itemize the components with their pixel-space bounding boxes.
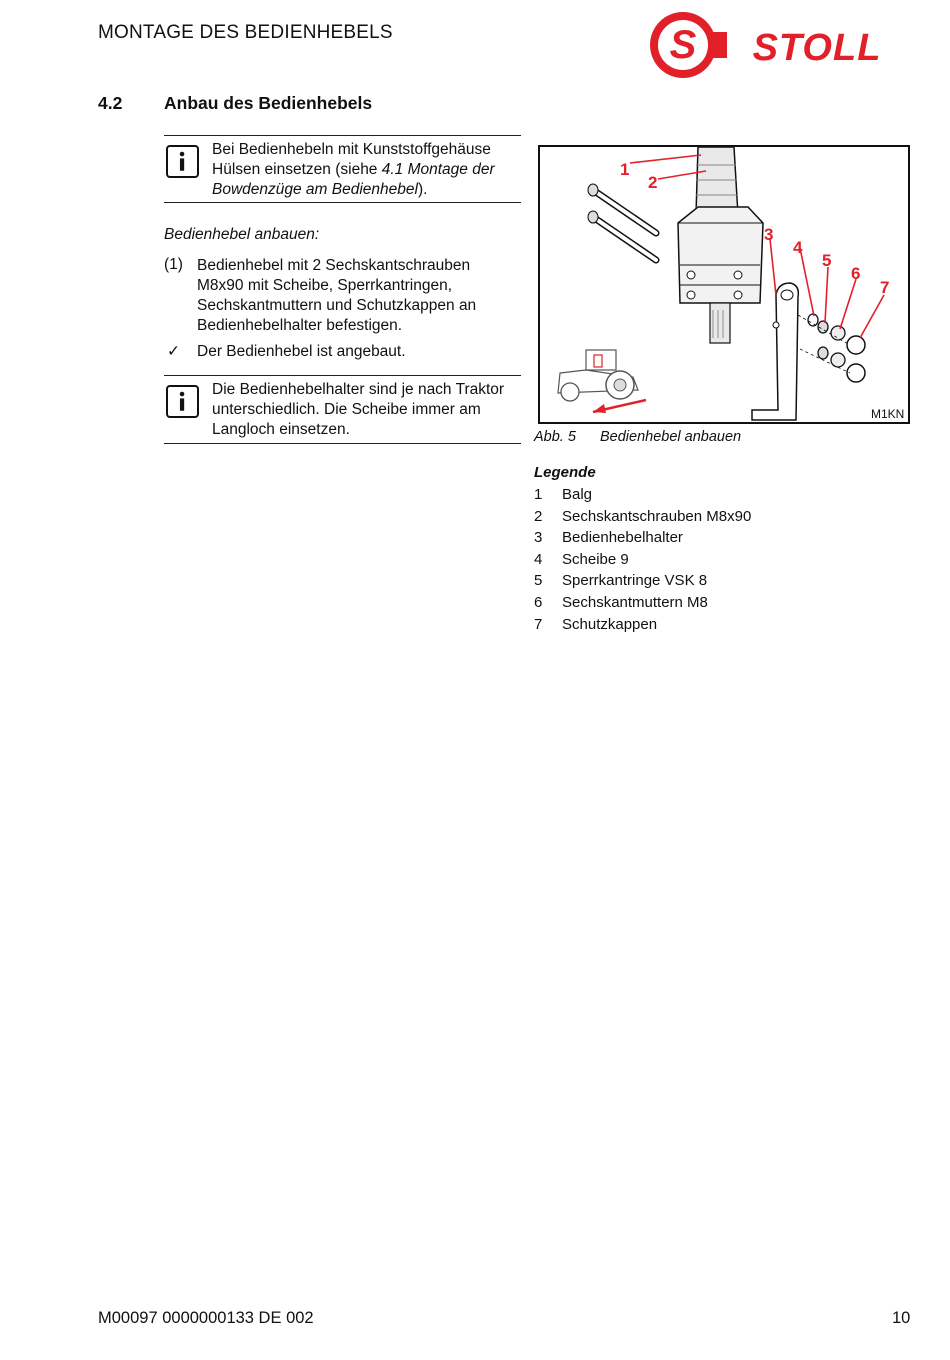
legend-num: 1 <box>534 486 543 503</box>
figure-label: Abb. 5 <box>534 429 576 445</box>
callout-3: 3 <box>764 225 774 244</box>
step-text: Bedienhebel mit 2 Sechskantschrauben M8x90 mit Scheibe, Sperrkantringen, Sechskantmuttern und Schutzkappen an Bedienhebelhalter befestigen. <box>197 257 477 334</box>
legend-item <box>534 527 751 549</box>
info-icon <box>166 385 199 418</box>
legend-list <box>534 484 751 635</box>
svg-text:S: S <box>669 23 697 67</box>
legend-num: 5 <box>534 572 543 590</box>
callout-5: 5 <box>822 251 832 270</box>
legend-num: 3 <box>534 529 543 547</box>
figure-code: M1KN <box>871 407 905 421</box>
legend-num: 6 <box>534 593 543 611</box>
legend-num: 4 <box>534 550 543 568</box>
instruction-intro: Bedienhebel anbauen: <box>164 226 320 243</box>
info-note-2 <box>164 375 521 444</box>
info-icon <box>166 145 199 178</box>
legend-item <box>534 570 751 592</box>
legend-text: Balg <box>562 486 593 503</box>
legend-text: Schutzkappen <box>562 615 658 633</box>
callout-6: 6 <box>851 264 861 283</box>
callout-2: 2 <box>648 173 658 192</box>
legend-title: Legende <box>534 464 596 481</box>
page-header-title: MONTAGE DES BEDIENHEBELS <box>98 22 393 43</box>
callout-7: 7 <box>880 278 890 297</box>
section-number: 4.2 <box>98 93 123 113</box>
legend-text: Sechskantmuttern M8 <box>562 593 708 611</box>
legend-item <box>534 592 751 614</box>
info-note-1 <box>164 135 521 203</box>
info-note-2-text: Die Bedienhebelhalter sind je nach Traktor unterschiedlich. Die Scheibe immer am Langloch einsetzen. <box>212 381 505 438</box>
checkmark-icon: ✓ <box>167 343 180 360</box>
step-number: (1) <box>164 256 183 273</box>
cross-reference-link[interactable]: 4.1 Montage der Bowdenzüge am Bedienhebel <box>212 161 495 198</box>
note-text-part: Bei Bedienhebeln mit Kunststoffgehäuse Hülsen einsetzen (siehe <box>212 141 491 178</box>
legend-item <box>534 549 751 571</box>
footer-page-number: 10 <box>892 1309 911 1327</box>
figure-illustration <box>538 145 910 424</box>
legend-item <box>534 484 751 506</box>
legend-text: Scheibe 9 <box>562 550 629 568</box>
legend-item <box>534 614 751 636</box>
section-title: Anbau des Bedienhebels <box>164 93 373 113</box>
callout-1: 1 <box>620 160 630 179</box>
legend-num: 2 <box>534 507 543 525</box>
legend-num: 7 <box>534 615 543 633</box>
legend-text: Bedienhebelhalter <box>562 529 683 547</box>
lever-housing <box>678 207 763 303</box>
legend-text: Sechskantschrauben M8x90 <box>562 507 752 525</box>
callout-4: 4 <box>793 238 803 257</box>
figure-caption: Bedienhebel anbauen <box>600 429 742 445</box>
info-note-1-text <box>212 140 522 200</box>
result-text: Der Bedienhebel ist angebaut. <box>197 343 406 360</box>
legend-text: Sperrkantringe VSK 8 <box>562 572 708 590</box>
footer-document-id: M00097 0000000133 DE 002 <box>98 1309 314 1327</box>
note-text-part: ). <box>417 181 428 198</box>
logo-wordmark: STOLL <box>752 27 882 69</box>
legend-item <box>534 506 751 528</box>
stoll-logo <box>645 8 910 82</box>
bellows <box>696 147 738 215</box>
